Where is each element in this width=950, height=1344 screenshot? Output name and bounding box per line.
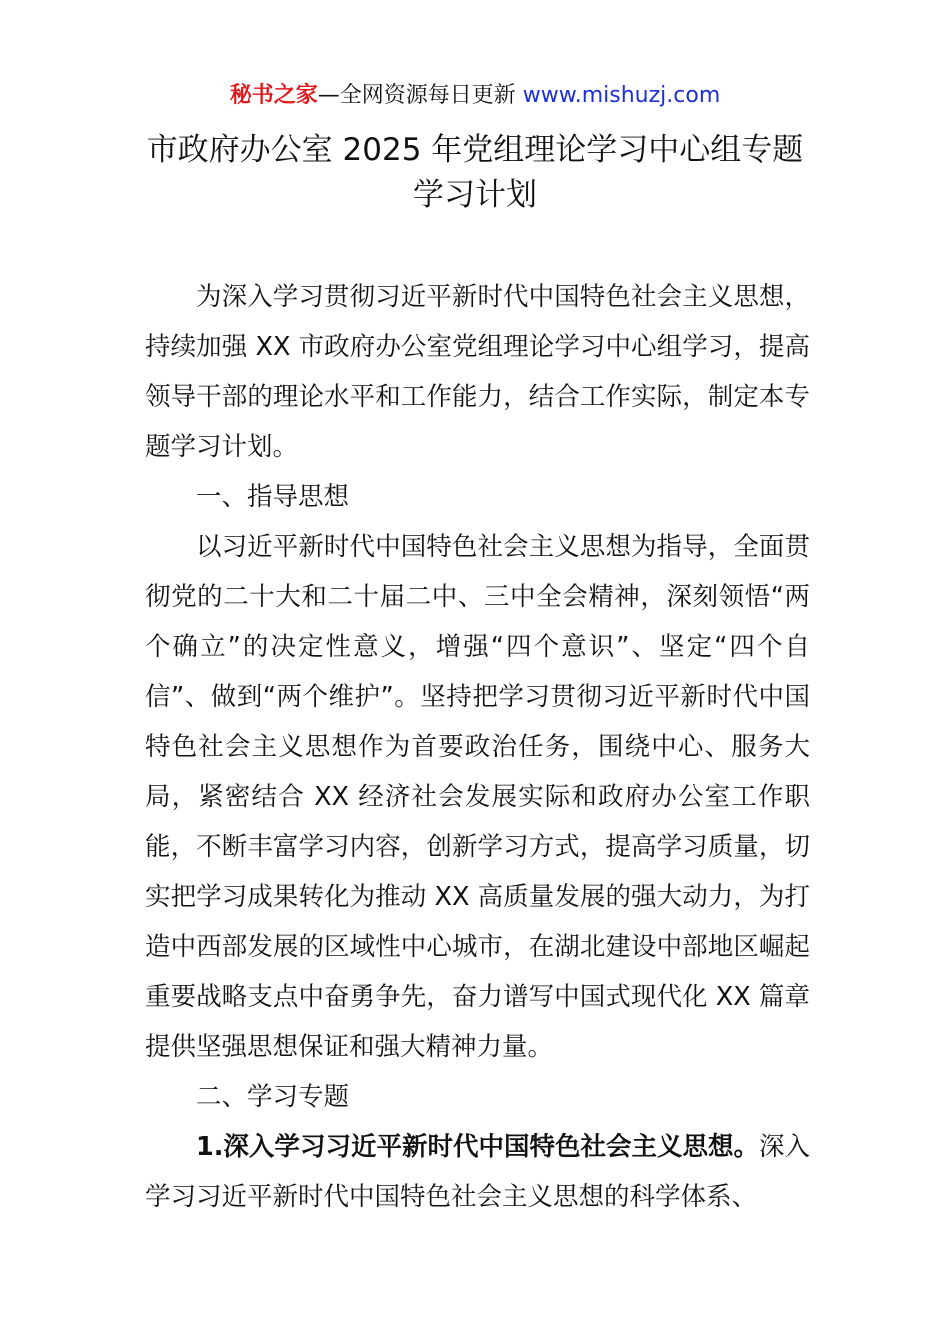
intro-paragraph: 为深入学习贯彻习近平新时代中国特色社会主义思想，持续加强 XX 市政府办公室党组理论学习中心组学习，提高领导干部的理论水平和工作能力，结合工作实际，制定本专题学习计划。 [145, 282, 810, 462]
document-body [145, 272, 810, 1222]
study-topic-1-paragraph [145, 1122, 810, 1222]
guiding-thought-paragraph: 以习近平新时代中国特色社会主义思想为指导，全面贯彻党的二十大和二十届二中、三中全会精神，深刻领悟“两个确立”的决定性意义，增强“四个意识”、坚定“四个自信”、做到“两个维护”。坚持把学习贯彻习近平新时代中国特色社会主义思想作为首要政治任务，围绕中心、服务大局，紧密结合 XX 经济社会发展实际和政府办公室工作职能，不断丰富学习内容，创新学习方式，提高学习质量，切实把学习成果转化为推动 XX 高质量发展的强大动力，为打造中西部发展的区域性中心城市，在湖北建设中部地区崛起重要战略支点中奋勇争先，奋力谱写中国式现代化 XX 篇章提供坚强思想保证和强大精神力量。 [145, 532, 810, 1062]
study-topic-1-body: 深入学习习近平新时代中国特色社会主义思想的科学体系、 [145, 1132, 810, 1212]
title-line-1: 市政府办公室 2025 年党组理论学习中心组专题 [146, 132, 804, 168]
brand-name: 秘书之家 [229, 83, 318, 108]
title-line-2: 学习计划 [413, 177, 537, 213]
document-title [100, 128, 850, 218]
header-tagline: —全网资源每日更新 [317, 83, 516, 108]
site-url-link[interactable]: www.mishuzj.com [522, 83, 721, 108]
site-header [0, 80, 950, 112]
section-heading-guiding-thought: 一、指导思想 [196, 482, 350, 512]
section-heading-study-topics: 二、学习专题 [196, 1082, 350, 1112]
study-topic-1-title: 1.深入学习习近平新时代中国特色社会主义思想。 [196, 1132, 759, 1162]
